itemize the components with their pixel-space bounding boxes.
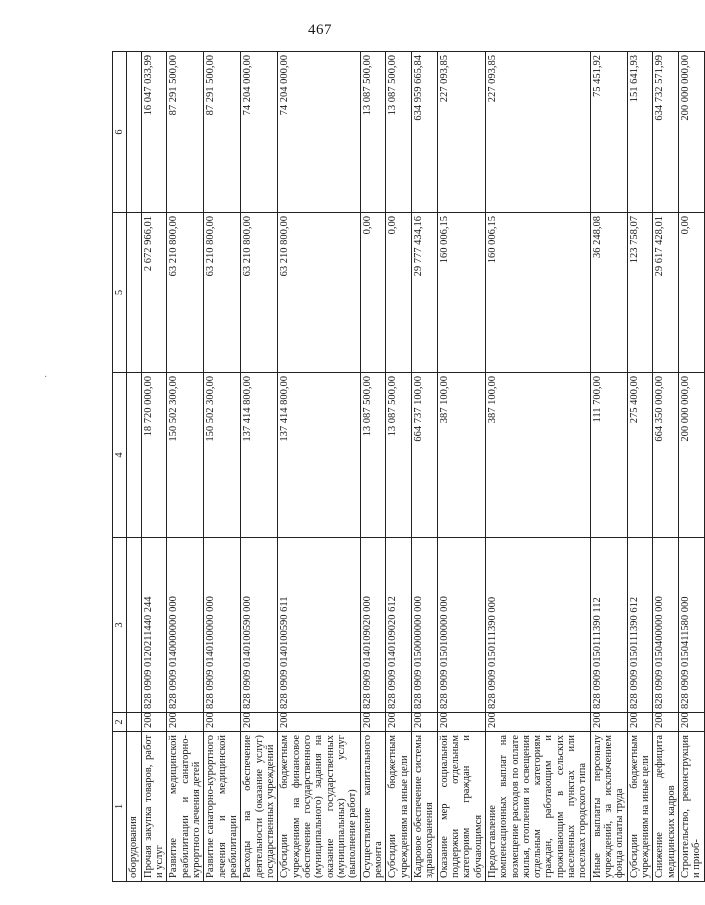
row-kbk-cell: 828 0909 0140109020 000 <box>360 538 386 713</box>
row-value-col6-cell: 75 451,92 <box>590 52 627 213</box>
row-name-cell: Субсидии бюджетным учреждениям на иные цели <box>386 732 412 882</box>
row-value-col6-cell: 13 087 500,00 <box>360 52 386 213</box>
row-value-col6-cell: 87 291 500,00 <box>167 52 204 213</box>
budget-table <box>112 51 705 882</box>
row-value-col5-cell: 63 210 800,00 <box>167 213 204 373</box>
row-name-cell: Снижение дефицита медицинских кадров <box>653 732 679 882</box>
row-code-cell: 200 <box>241 713 278 732</box>
row-kbk-cell: 828 0909 0140000000 000 <box>167 538 204 713</box>
row-value-col4-cell: 200 000 000,00 <box>679 373 705 538</box>
row-value-col6-cell: 16 047 033,99 <box>141 52 167 213</box>
row-value-col5-cell: 0,00 <box>360 213 386 373</box>
table-row <box>485 52 590 882</box>
row-code-cell: 200 <box>485 713 590 732</box>
row-code-cell: 200 <box>141 713 167 732</box>
row-code-cell: 200 <box>437 713 485 732</box>
row-code-cell: 200 <box>167 713 204 732</box>
row-value-col4-cell: 13 087 500,00 <box>360 373 386 538</box>
row-value-col4-cell: 275 400,00 <box>627 373 653 538</box>
row-value-col5-cell: 0,00 <box>386 213 412 373</box>
header-cell: 2 <box>113 713 127 732</box>
row-kbk-cell: 828 0909 0150000000 000 <box>411 538 437 713</box>
row-kbk-cell: 828 0909 0140100000 000 <box>204 538 241 713</box>
table-row <box>386 52 412 882</box>
row-value-col4-cell: 137 414 800,00 <box>241 373 278 538</box>
margin-mark: · <box>44 372 48 383</box>
row-name-cell: Осуществление капитального ремонта <box>360 732 386 882</box>
header-cell: 6 <box>113 52 127 213</box>
row-name-cell: оборудования <box>127 732 141 882</box>
table-row <box>167 52 204 882</box>
row-kbk-cell: 828 0909 0150111390 000 <box>485 538 590 713</box>
row-value-col4-cell: 387 100,00 <box>485 373 590 538</box>
row-value-col6-cell: 87 291 500,00 <box>204 52 241 213</box>
row-value-col5-cell: 123 758,07 <box>627 213 653 373</box>
row-name-cell: Кадровое обеспечение системы здравоохранения <box>411 732 437 882</box>
row-value-col5-cell: 63 210 800,00 <box>241 213 278 373</box>
row-name-cell: Оказание мер социальной поддержки отдельным категориям граждан и обучающимся <box>437 732 485 882</box>
row-value-col4-cell: 664 737 100,00 <box>411 373 437 538</box>
row-value-col5-cell: 160 006,15 <box>437 213 485 373</box>
row-kbk-cell: 828 0909 0150400000 000 <box>653 538 679 713</box>
table-row <box>360 52 386 882</box>
row-value-col6-cell: 227 093,85 <box>437 52 485 213</box>
row-value-col4-cell: 111 700,00 <box>590 373 627 538</box>
row-code-cell: 200 <box>590 713 627 732</box>
table-row <box>204 52 241 882</box>
row-kbk-cell <box>127 538 141 713</box>
row-code-cell: 200 <box>653 713 679 732</box>
row-kbk-cell: 828 0909 0150411580 000 <box>679 538 705 713</box>
row-kbk-cell: 828 0909 0140100590 000 <box>241 538 278 713</box>
row-value-col6-cell: 74 204 000,00 <box>278 52 360 213</box>
row-value-col5-cell: 2 672 966,01 <box>141 213 167 373</box>
table-row <box>278 52 360 882</box>
table-row <box>653 52 679 882</box>
row-value-col4-cell <box>127 373 141 538</box>
row-value-col5-cell: 29 617 428,01 <box>653 213 679 373</box>
row-kbk-cell: 828 0909 0150111390 612 <box>627 538 653 713</box>
row-kbk-cell: 828 0909 0140100590 611 <box>278 538 360 713</box>
rotated-table-container <box>112 52 703 882</box>
row-kbk-cell: 828 0909 0120211440 244 <box>141 538 167 713</box>
row-value-col6-cell <box>127 52 141 213</box>
row-code-cell <box>127 713 141 732</box>
table-header-row <box>113 52 127 882</box>
row-code-cell: 200 <box>679 713 705 732</box>
table-row <box>141 52 167 882</box>
row-name-cell: Развитие санаторно-курортного лечения и медицинской реабилитации <box>204 732 241 882</box>
row-value-col6-cell: 13 087 500,00 <box>386 52 412 213</box>
row-value-col4-cell: 150 502 300,00 <box>204 373 241 538</box>
table-row <box>127 52 141 882</box>
row-value-col6-cell: 200 000 000,00 <box>679 52 705 213</box>
row-name-cell: Расходы на обеспечение деятельности (оказание услуг) государственных учреждений <box>241 732 278 882</box>
row-value-col6-cell: 634 732 571,99 <box>653 52 679 213</box>
row-name-cell: Развитие медицинской реабилитации и санаторно-курортного лечения детей <box>167 732 204 882</box>
row-value-col4-cell: 18 720 000,00 <box>141 373 167 538</box>
row-value-col6-cell: 227 093,85 <box>485 52 590 213</box>
header-cell: 4 <box>113 373 127 538</box>
row-code-cell: 200 <box>627 713 653 732</box>
table-row <box>679 52 705 882</box>
row-value-col5-cell: 63 210 800,00 <box>204 213 241 373</box>
row-value-col6-cell: 151 641,93 <box>627 52 653 213</box>
row-value-col4-cell: 150 502 300,00 <box>167 373 204 538</box>
header-cell: 1 <box>113 732 127 882</box>
row-value-col5-cell <box>127 213 141 373</box>
row-code-cell: 200 <box>278 713 360 732</box>
row-value-col5-cell: 29 777 434,16 <box>411 213 437 373</box>
row-code-cell: 200 <box>204 713 241 732</box>
row-name-cell: Иные выплаты персоналу учреждений, за исключением фонда оплаты труда <box>590 732 627 882</box>
row-name-cell: Строительство, реконструкция и приоб- <box>679 732 705 882</box>
table-row <box>241 52 278 882</box>
row-value-col5-cell: 160 006,15 <box>485 213 590 373</box>
row-value-col4-cell: 13 087 500,00 <box>386 373 412 538</box>
page-number: 467 <box>308 22 332 38</box>
row-value-col6-cell: 634 959 665,84 <box>411 52 437 213</box>
row-value-col6-cell: 74 204 000,00 <box>241 52 278 213</box>
row-code-cell: 200 <box>360 713 386 732</box>
header-cell: 3 <box>113 538 127 713</box>
row-code-cell: 200 <box>411 713 437 732</box>
table-row <box>411 52 437 882</box>
table-row <box>590 52 627 882</box>
row-value-col4-cell: 664 350 000,00 <box>653 373 679 538</box>
row-kbk-cell: 828 0909 0150111390 112 <box>590 538 627 713</box>
row-value-col4-cell: 137 414 800,00 <box>278 373 360 538</box>
table-row <box>627 52 653 882</box>
row-name-cell: Субсидии бюджетным учреждениям на иные цели <box>627 732 653 882</box>
row-value-col4-cell: 387 100,00 <box>437 373 485 538</box>
budget-table-body <box>113 52 705 882</box>
row-name-cell: Субсидии бюджетным учреждениям на финансовое обеспечение государственного (муниципального) задания на оказание государственных (муниципальных) услуг (выполнение работ) <box>278 732 360 882</box>
row-name-cell: Предоставление компенсационных выплат на возмещение расходов по оплате жилья, отопления и освещения отдельным категориям граждан, работающим и проживающим в сельских населенных пунктах или поселках городского типа <box>485 732 590 882</box>
row-name-cell: Прочая закупка товаров, работ и услуг <box>141 732 167 882</box>
row-value-col5-cell: 36 248,08 <box>590 213 627 373</box>
table-row <box>437 52 485 882</box>
row-kbk-cell: 828 0909 0150100000 000 <box>437 538 485 713</box>
row-value-col5-cell: 0,00 <box>679 213 705 373</box>
row-value-col5-cell: 63 210 800,00 <box>278 213 360 373</box>
row-kbk-cell: 828 0909 0140109020 612 <box>386 538 412 713</box>
row-code-cell: 200 <box>386 713 412 732</box>
header-cell: 5 <box>113 213 127 373</box>
